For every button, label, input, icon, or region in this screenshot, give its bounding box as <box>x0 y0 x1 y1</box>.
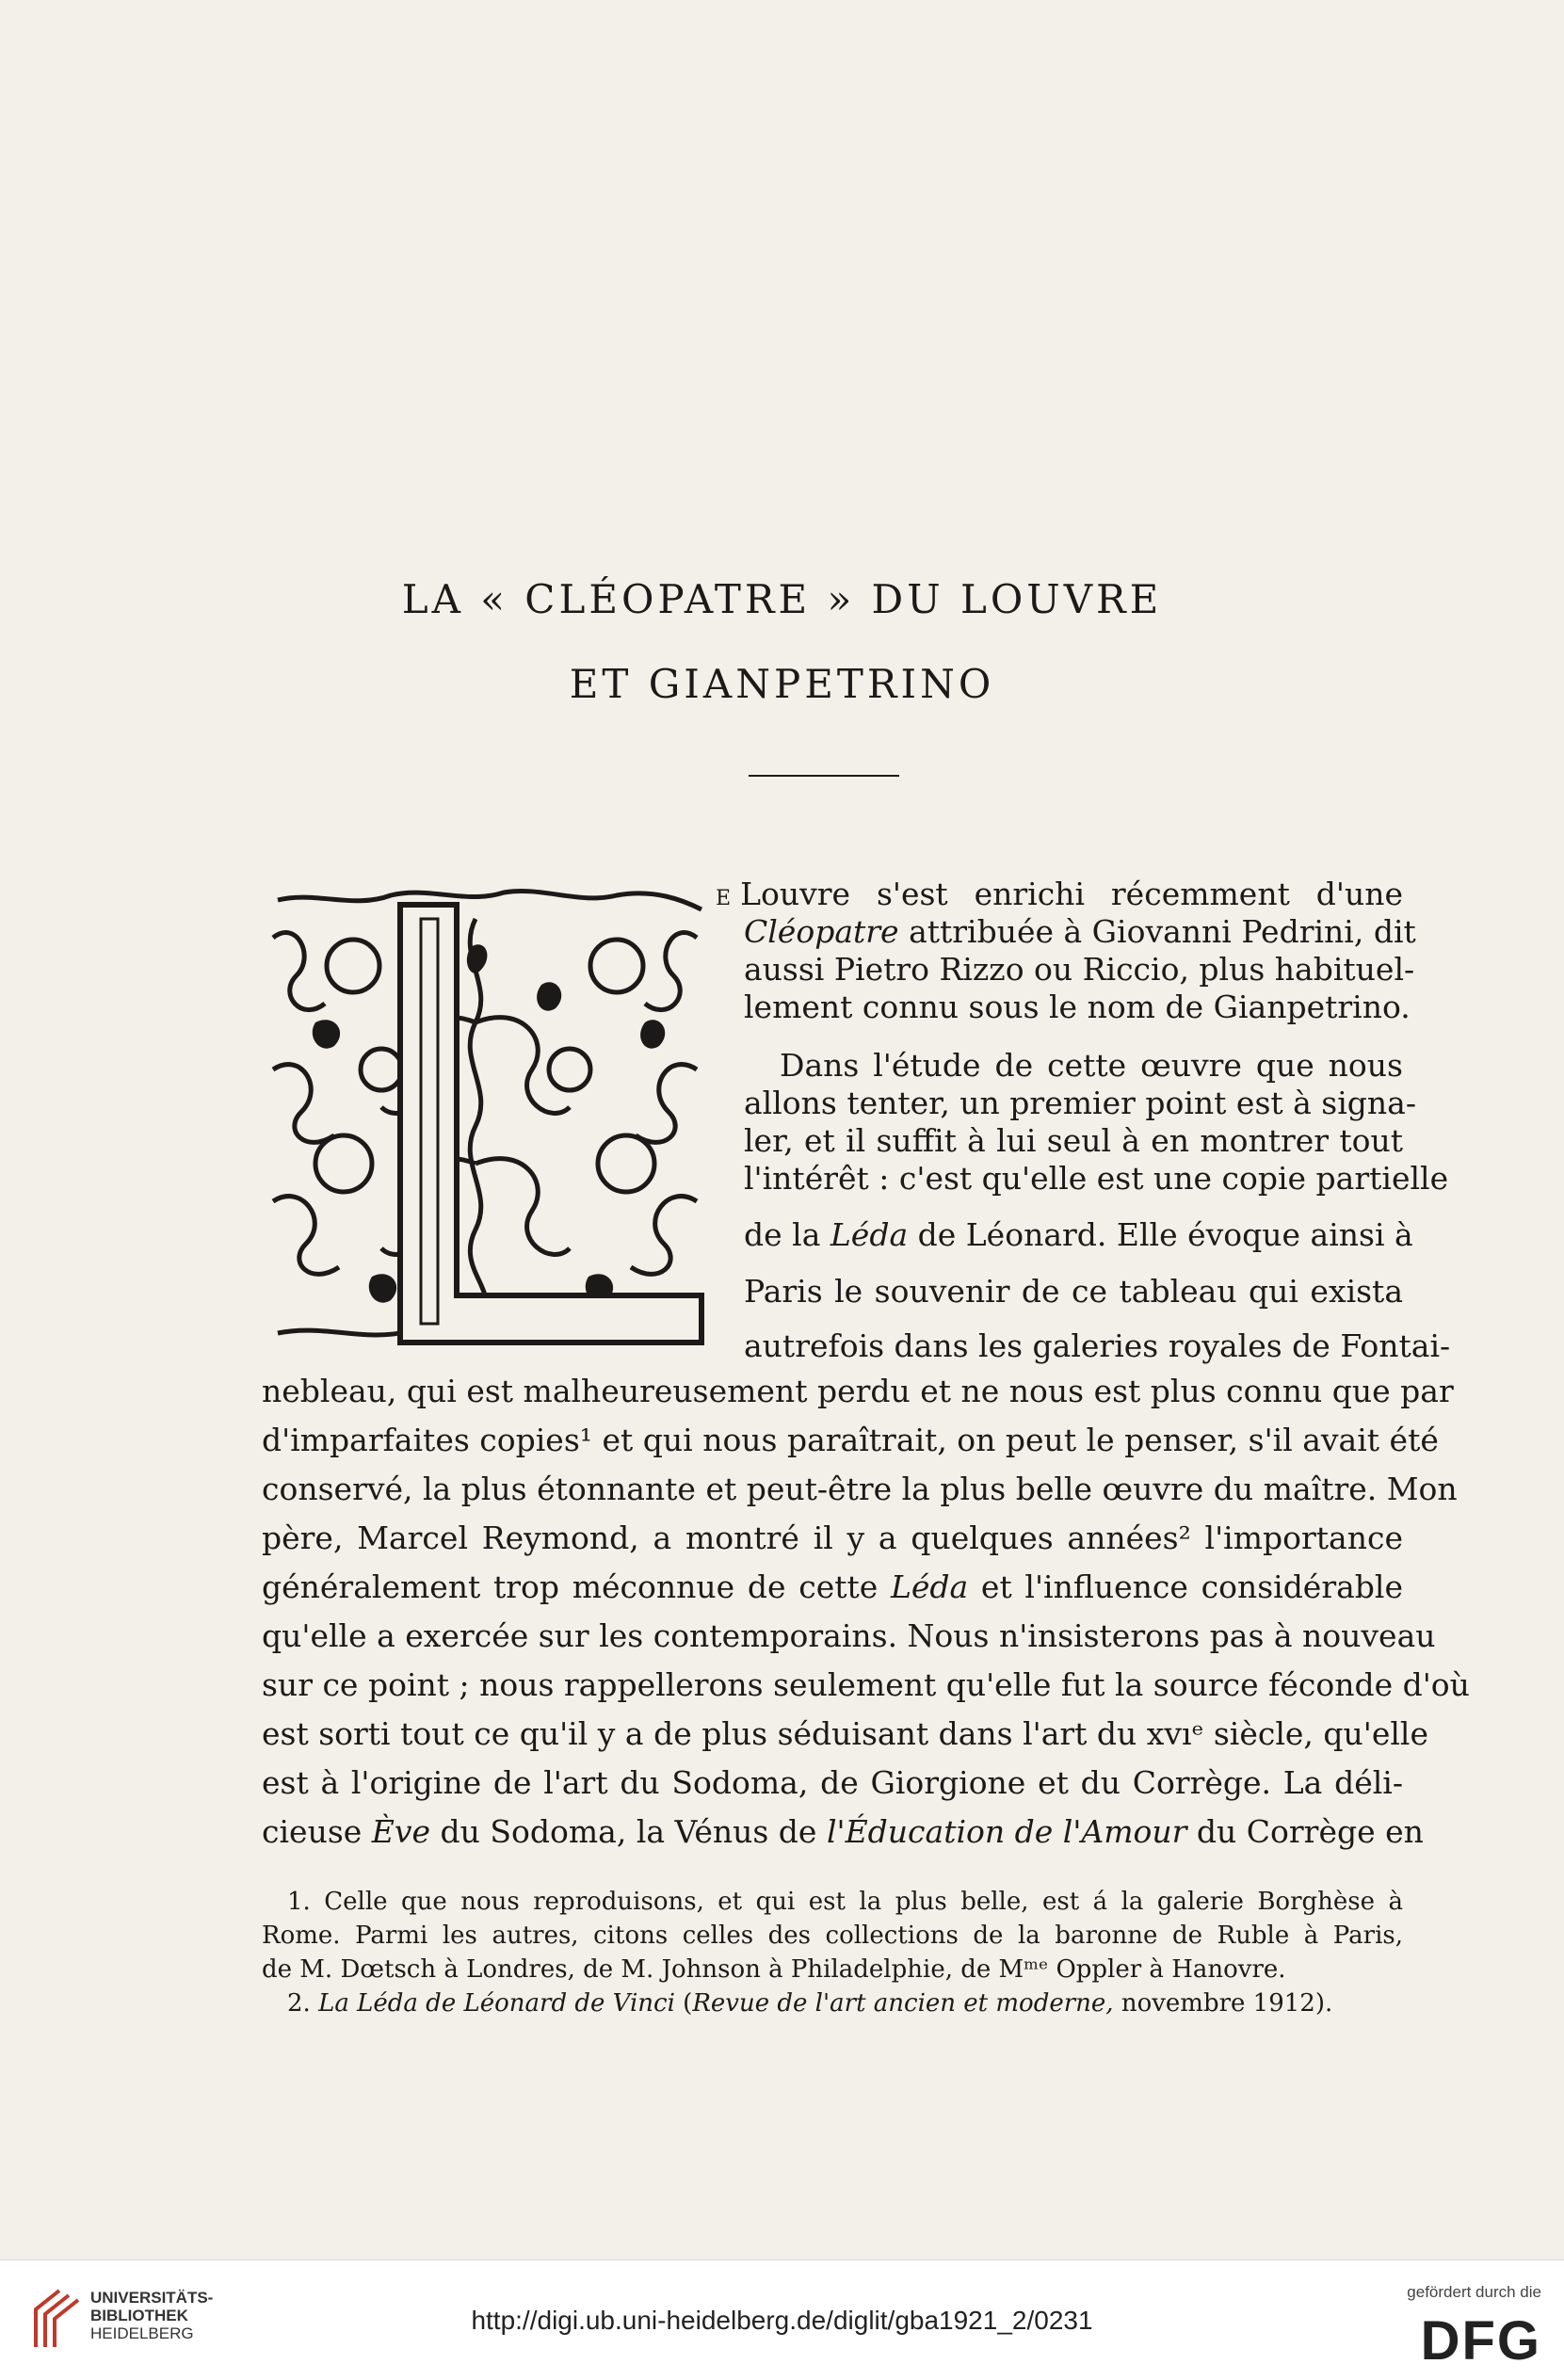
footnote-line: de M. Dœtsch à Londres, de M. Johnson à Philadelphie, de Mᵐᵉ Oppler à Hanovre. <box>262 1955 1286 1984</box>
body-line: généralement trop méconnue de cette Léda et l'influence considérable <box>262 1568 1403 1605</box>
body-line: Dans l'étude de cette œuvre que nous <box>780 1047 1403 1084</box>
body-line: de la Léda de Léonard. Elle évoque ainsi à <box>744 1216 1413 1253</box>
body-line: qu'elle a exercée sur les contemporains. Nous n'insisterons pas à nouveau <box>262 1617 1436 1654</box>
body-line: nebleau, qui est malheureusement perdu et ne nous est plus connu que par <box>262 1373 1454 1409</box>
viewer-footer <box>0 2259 1564 2380</box>
ornamental-initial-l-icon <box>259 881 711 1352</box>
body-line: lement connu sous le nom de Gianpetrino. <box>744 989 1411 1025</box>
body-line: est à l'origine de l'art du Sodoma, de Giorgione et du Corrège. La déli- <box>262 1764 1403 1801</box>
footnote-line: 2. La Léda de Léonard de Vinci (Revue de l'art ancien et moderne, novembre 1912). <box>287 1989 1333 2018</box>
body-line: E Louvre s'est enrichi récemment d'une <box>716 876 1403 912</box>
footnote-line: Rome. Parmi les autres, citons celles des collections de la baronne de Ruble à Paris, <box>262 1922 1403 1950</box>
body-line: conservé, la plus étonnante et peut-être la plus belle œuvre du maître. Mon <box>262 1471 1458 1507</box>
body-line: Paris le souvenir de ce tableau qui exista <box>744 1273 1403 1310</box>
permalink-url[interactable]: http://digi.ub.uni-heidelberg.de/diglit/gba1921_2/0231 <box>471 2306 1093 2335</box>
body-line: est sorti tout ce qu'il y a de plus séduisant dans l'art du xvıᵉ siècle, qu'elle <box>262 1715 1429 1752</box>
body-line: l'intérêt : c'est qu'elle est une copie partielle <box>744 1160 1449 1197</box>
university-library-name: UNIVERSITÄTS- BIBLIOTHEK HEIDELBERG <box>90 2289 214 2342</box>
body-line: père, Marcel Reymond, a montré il y a quelques années² l'importance <box>262 1520 1403 1556</box>
body-line: cieuse Ève du Sodoma, la Vénus de l'Éducation de l'Amour du Corrège en <box>262 1813 1424 1850</box>
article-title-line2: ET GIANPETRINO <box>569 661 995 707</box>
body-line: ler, et il suffit à lui seul à en montrer tout <box>744 1122 1403 1159</box>
article-title-line1: LA « CLÉOPATRE » DU LOUVRE <box>401 576 1163 622</box>
body-line: d'imparfaites copies¹ et qui nous paraîtrait, on peut le penser, s'il avait été <box>262 1422 1439 1458</box>
body-line: Cléopatre attribuée à Giovanni Pedrini, dit <box>744 913 1416 950</box>
body-line: aussi Pietro Rizzo ou Riccio, plus habituel- <box>744 951 1415 988</box>
body-line: sur ce point ; nous rappellerons seulement qu'elle fut la source féconde d'où <box>262 1666 1470 1703</box>
title-rule <box>749 775 899 777</box>
body-line: allons tenter, un premier point est à signa- <box>744 1085 1416 1121</box>
funding-note: gefördert durch die <box>1407 2283 1541 2301</box>
footnote-line: 1. Celle que nous reproduisons, et qui est la plus belle, est á la galerie Borghèse à <box>287 1888 1403 1916</box>
dfg-logo: DFG <box>1420 2310 1541 2372</box>
body-line: autrefois dans les galeries royales de Fontai- <box>744 1327 1451 1364</box>
